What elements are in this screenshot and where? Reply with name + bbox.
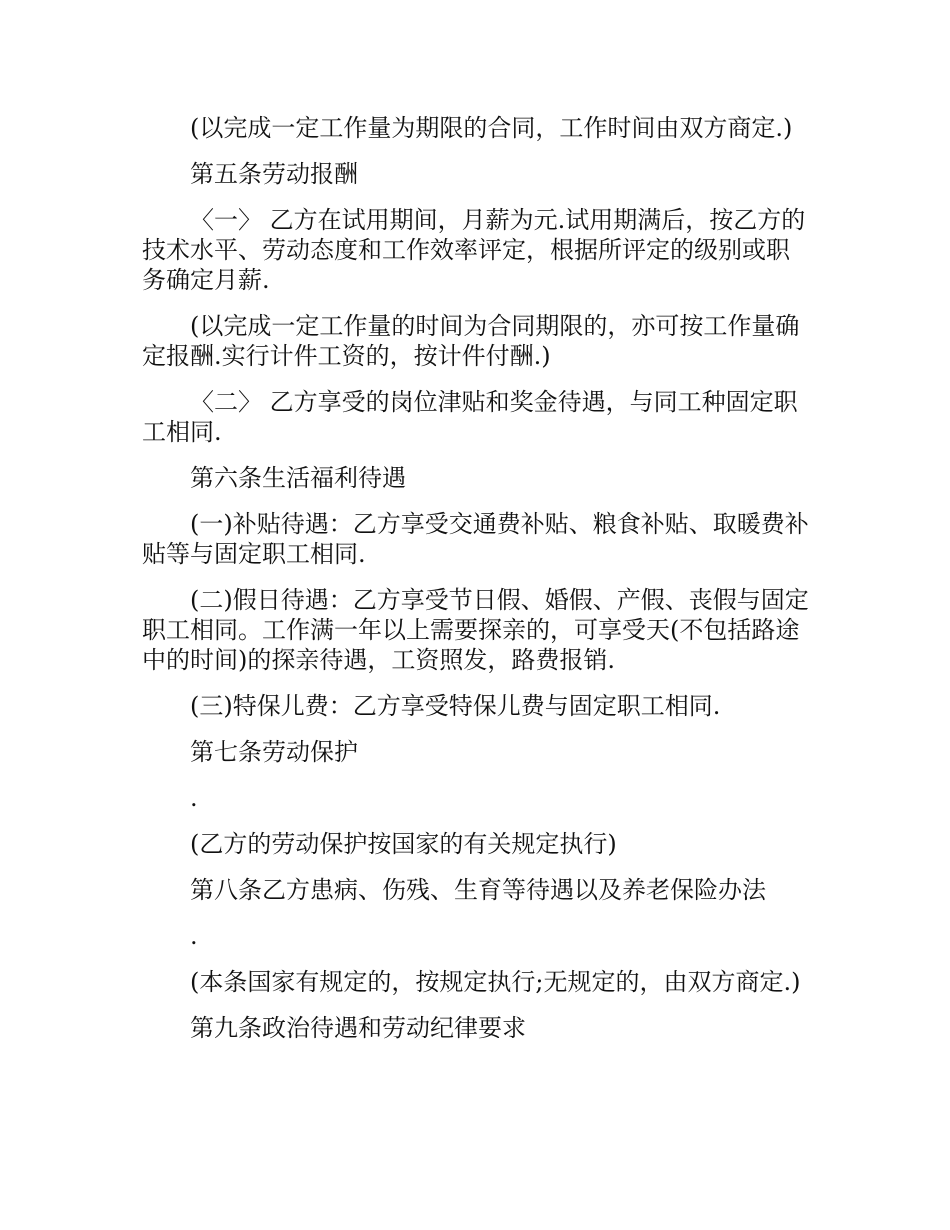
paragraph-holidays: (二)假日待遇：乙方享受节日假、婚假、产假、丧假与固定职工相同。工作满一年以上需要探亲的，可享受天(不包括路途中的时间)的探亲待遇，工资照发，路费报销.	[142, 586, 809, 674]
paragraph-contract-term-note: (以完成一定工作量为期限的合同，工作时间由双方商定.)	[190, 114, 793, 142]
heading-article-6: 第六条生活福利待遇	[190, 464, 406, 492]
paragraph-placeholder-dot: .	[190, 922, 198, 950]
paragraph-workload-pay-note: (以完成一定工作量的时间为合同期限的，亦可按工作量确定报酬.实行计件工资的，按计件付酬.)	[142, 312, 800, 370]
heading-article-7: 第七条劳动保护	[190, 738, 358, 766]
paragraph-probation-salary: 〈一〉 乙方在试用期间，月薪为元.试用期满后，按乙方的技术水平、劳动态度和工作效率评定，根据所评定的级别或职务确定月薪.	[142, 206, 806, 294]
paragraph-labor-protection-note: (乙方的劳动保护按国家的有关规定执行)	[190, 830, 617, 858]
heading-article-9: 第九条政治待遇和劳动纪律要求	[190, 1014, 526, 1042]
heading-article-8: 第八条乙方患病、伤残、生育等待遇以及养老保险办法	[190, 876, 766, 904]
paragraph-child-care-fee: (三)特保儿费：乙方享受特保儿费与固定职工相同.	[190, 692, 721, 720]
paragraph-placeholder-dot: .	[190, 784, 198, 812]
heading-article-5: 第五条劳动报酬	[190, 160, 358, 188]
paragraph-regulation-note: (本条国家有规定的，按规定执行;无规定的，由双方商定.)	[190, 968, 801, 996]
paragraph-allowance-bonus: 〈二〉 乙方享受的岗位津贴和奖金待遇，与同工种固定职工相同.	[142, 388, 798, 446]
paragraph-subsidy: (一)补贴待遇：乙方享受交通费补贴、粮食补贴、取暖费补贴等与固定职工相同.	[142, 510, 809, 568]
document-body	[142, 113, 812, 1059]
